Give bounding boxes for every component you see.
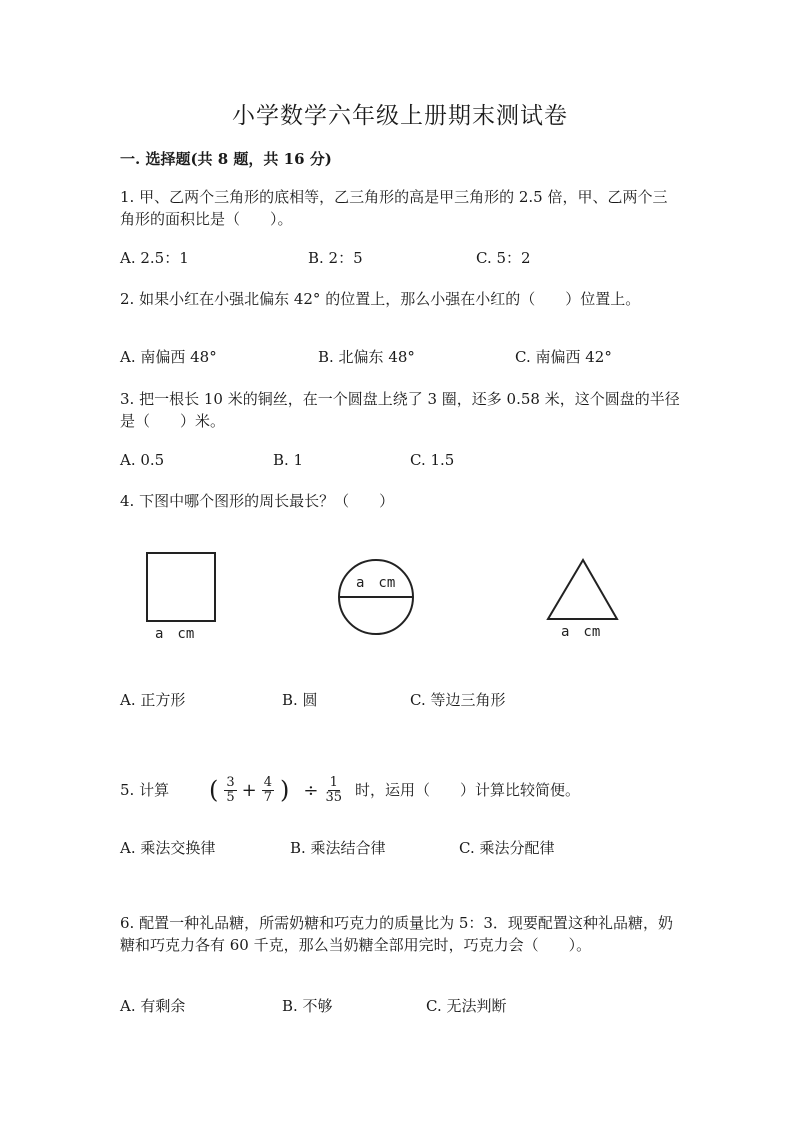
q6-option-a: A. 有剩余 (120, 997, 186, 1015)
question-6-text: 6. 配置一种礼品糖，所需奶糖和巧克力的质量比为 5：3．现要配置这种礼品糖，奶糖和巧克力各有 60 千克，那么当奶糖全部用完时，巧克力会（ ）。 (120, 914, 673, 954)
formula-divide: ÷ (303, 779, 319, 801)
circle-label: a cm (356, 575, 396, 591)
formula-open-paren: ( (209, 776, 219, 804)
fraction-numerator: 4 (263, 774, 273, 790)
q3-option-a: A. 0.5 (120, 451, 165, 469)
formula-plus: + (241, 779, 257, 801)
q4-option-b: B. 圆 (282, 691, 318, 709)
page-title: 小学数学六年级上册期末测试卷 (232, 103, 568, 129)
q5-option-a: A. 乘法交换律 (120, 839, 216, 857)
fraction-numerator: 3 (226, 774, 235, 790)
section-heading: 一. 选择题(共 8 题，共 16 分) (120, 150, 332, 168)
q1-option-b: B. 2：5 (308, 249, 363, 267)
q5-option-c: C. 乘法分配律 (459, 839, 555, 857)
q6-option-b: B. 不够 (282, 997, 333, 1015)
square-shape (147, 553, 215, 621)
formula-close-paren: ) (280, 776, 290, 804)
q3-option-b: B. 1 (273, 451, 304, 469)
fraction-3-5 (224, 776, 236, 805)
question-2-text: 2. 如果小红在小强北偏东 42° 的位置上，那么小强在小红的（ ）位置上。 (120, 290, 641, 308)
q4-figures (0, 530, 800, 660)
question-4-text: 4. 下图中哪个图形的周长最长？（ ） (120, 492, 395, 510)
triangle-shape (548, 560, 617, 619)
square-label: a cm (155, 626, 195, 642)
question-1-text: 1. 甲、乙两个三角形的底相等，乙三角形的高是甲三角形的 2.5 倍，甲、乙两个三角形的面积比是（ ）。 (120, 188, 668, 228)
question-5-prefix: 5. 计算 (120, 781, 170, 799)
fraction-4-7 (262, 776, 274, 805)
fraction-denominator: 5 (226, 789, 235, 805)
fraction-denominator: 7 (263, 789, 273, 805)
q4-option-c: C. 等边三角形 (410, 691, 506, 709)
fraction-denominator: 35 (325, 789, 343, 805)
triangle-label: a cm (561, 624, 601, 640)
q5-formula (205, 770, 346, 810)
q2-option-b: B. 北偏东 48° (318, 348, 415, 366)
question-3-text: 3. 把一根长 10 米的铜丝，在一个圆盘上绕了 3 圈，还多 0.58 米，这个圆盘的半径是（ ）米。 (120, 390, 680, 430)
q6-option-c: C. 无法判断 (426, 997, 507, 1015)
q5-option-b: B. 乘法结合律 (290, 839, 386, 857)
q3-option-c: C. 1.5 (410, 451, 455, 469)
q1-option-c: C. 5：2 (476, 249, 531, 267)
q2-option-c: C. 南偏西 42° (515, 348, 612, 366)
question-5-suffix: 时，运用（ ）计算比较简便。 (355, 781, 581, 799)
fraction-numerator: 1 (329, 774, 338, 790)
q1-option-a: A. 2.5：1 (120, 249, 189, 267)
q4-option-a: A. 正方形 (120, 691, 186, 709)
fraction-1-35 (324, 776, 345, 805)
q2-option-a: A. 南偏西 48° (120, 348, 217, 366)
